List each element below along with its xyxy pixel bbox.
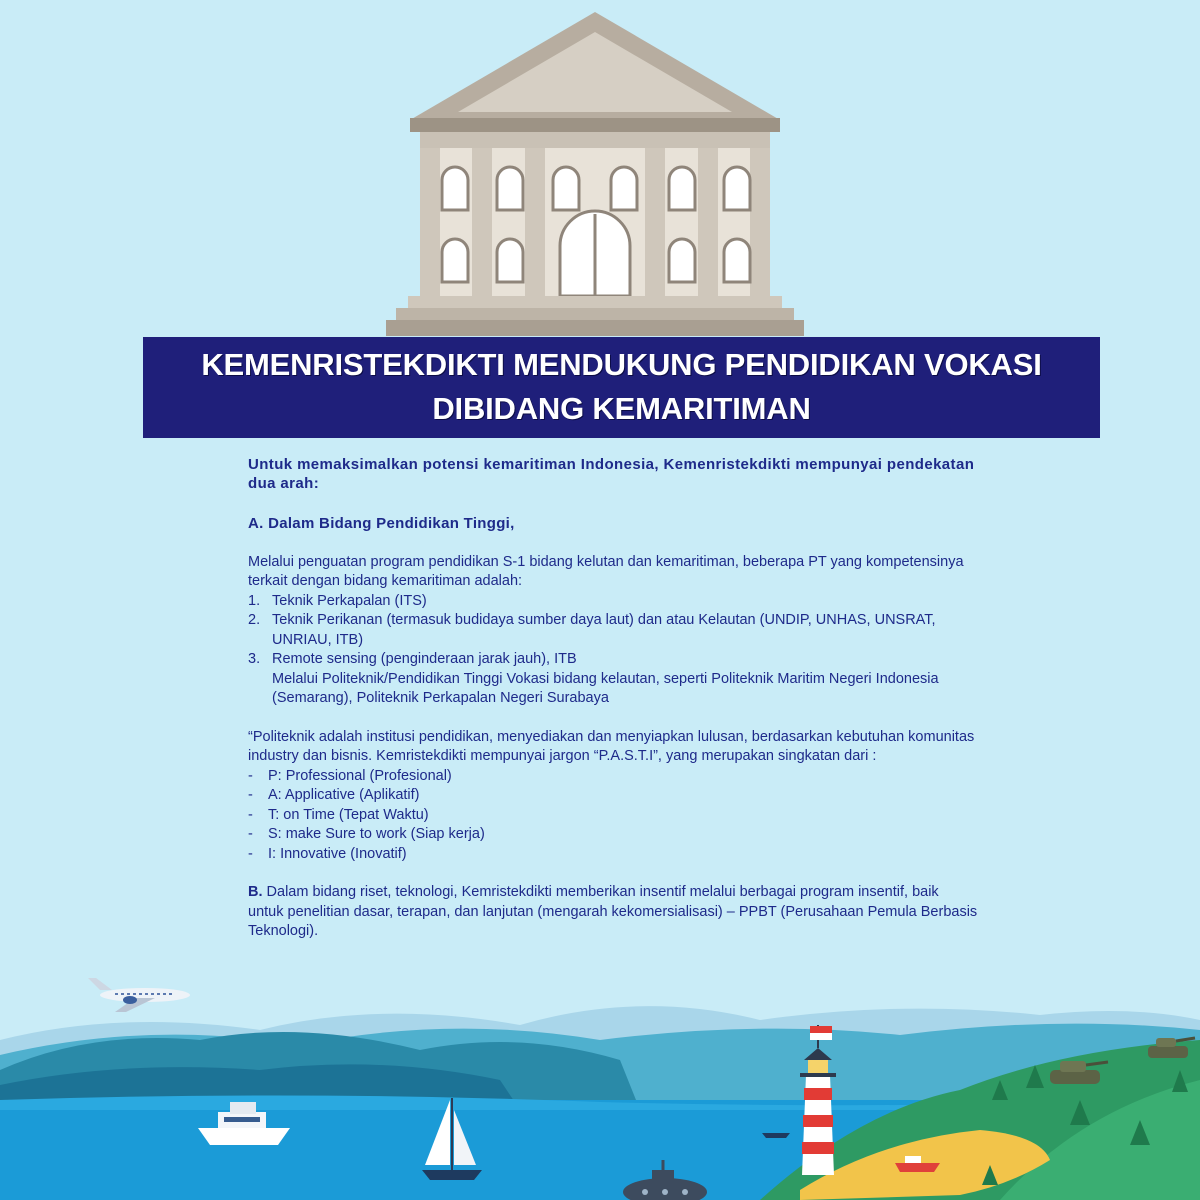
dash: - [248, 806, 253, 823]
dash: - [248, 767, 253, 784]
list-item-number: 3. [248, 651, 261, 667]
banner-title-line-2: DIBIDANG KEMARITIMAN [432, 391, 811, 426]
dash: - [248, 787, 253, 803]
list-item-text: Remote sensing (penginderaan jarak jauh), ITB [272, 651, 577, 667]
pasti-item-text: S: make Sure to work (Siap kerja) [268, 826, 485, 842]
list-item-number: 1. [248, 592, 261, 609]
pasti-item-text: I: Innovative (Inovatif) [268, 845, 407, 862]
list-item-text: Teknik Perikanan (termasuk budidaya sumber daya laut) dan atau Kelautan (UNDIP, UNHAS, UNSRAT, UNRIAU, ITB) [272, 612, 936, 648]
pasti-item-text: T: on Time (Tepat Waktu) [268, 806, 429, 823]
section-a-text: Melalui penguatan program pendidikan S-1 bidang kelutan dan kemaritiman, beberapa PT yang kompetensinya terkait dengan bidang kemaritiman adalah: [248, 553, 964, 589]
title-banner [143, 337, 1100, 438]
article-body [248, 455, 978, 942]
list-item-text: Teknik Perkapalan (ITS) [272, 592, 427, 609]
list-item [248, 611, 978, 650]
list-item [248, 650, 978, 670]
maritime-scene [0, 960, 1200, 1200]
list-note: Melalui Politeknik/Pendidikan Tinggi Vokasi bidang kelautan, seperti Politeknik Maritim Negeri Indonesia (Semarang), Politeknik Perkapalan Negeri Surabaya [272, 670, 939, 706]
pasti-item [248, 845, 978, 865]
building-icon [380, 0, 810, 340]
section-a-heading: A. Dalam Bidang Pendidikan Tinggi, [248, 515, 515, 532]
pasti-item-text: A: Applicative (Aplikatif) [268, 787, 420, 803]
intro-text: Untuk memaksimalkan potensi kemaritiman Indonesia, Kemenristekdikti mempunyai pendekatan dua arah: [248, 456, 975, 492]
pasti-item [248, 786, 978, 806]
list-item [248, 592, 978, 612]
dash: - [248, 826, 253, 842]
pasti-item [248, 806, 978, 826]
pasti-item [248, 825, 978, 845]
list-item-number: 2. [248, 612, 261, 628]
quote-text: “Politeknik adalah institusi pendidikan, menyediakan dan menyiapkan lulusan, berdasarkan kebutuhan komunitas industry dan bisnis. Kemristekdikti mempunyai jargon “P.A.S.T.I”, yang merupakan singkatan dari : [248, 728, 975, 764]
section-b-text [248, 883, 978, 942]
pasti-item [248, 767, 978, 787]
banner-title-line-1: KEMENRISTEKDIKTI MENDUKUNG PENDIDIKAN VOKASI [201, 347, 1042, 382]
section-b-body: Dalam bidang riset, teknologi, Kemristekdikti memberikan insentif melalui berbagai program insentif, baik untuk penelitian dasar, terapan, dan lanjutan (mengarah kekomersialisasi) – PPBT (Perusahaan Pemula Berbasis Teknologi). [248, 884, 978, 939]
section-b-label: B. [248, 884, 263, 900]
pasti-item-text: P: Professional (Profesional) [268, 767, 452, 784]
airplane-icon [88, 978, 190, 1012]
dash: - [248, 845, 253, 862]
